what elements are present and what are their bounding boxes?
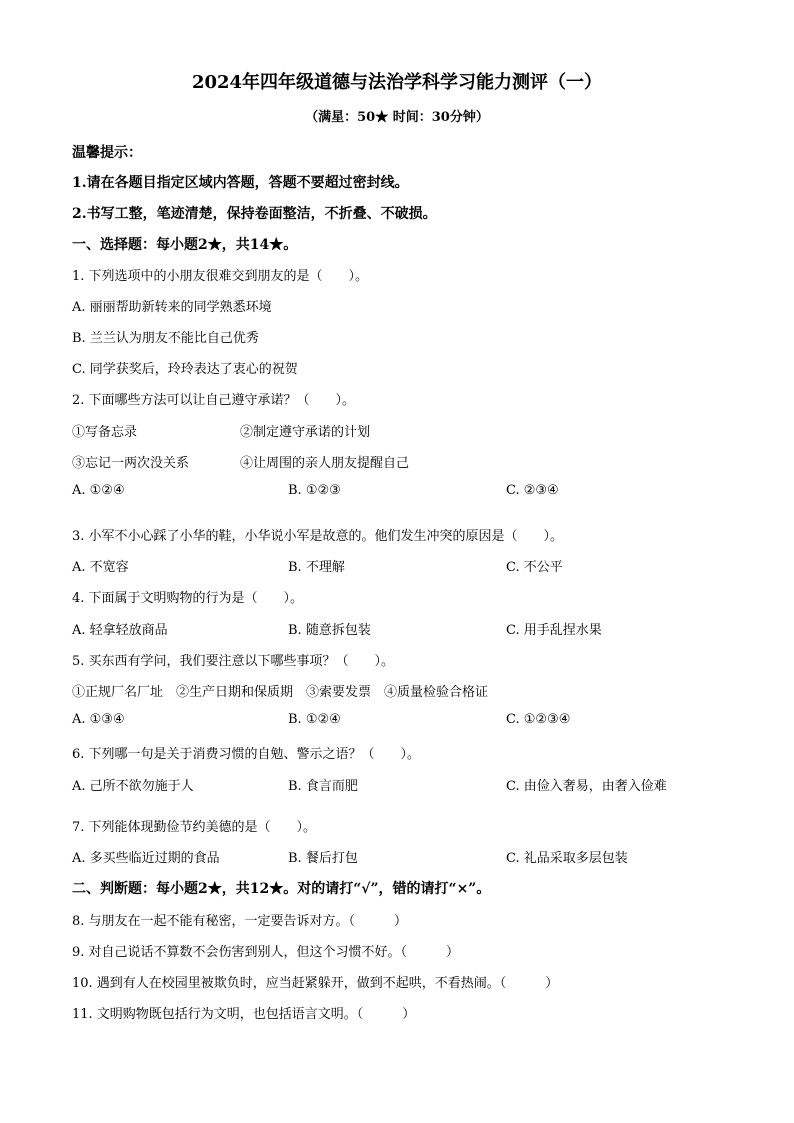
question-3-stem: 3. 小军不小心踩了小华的鞋，小华说小军是故意的。他们发生冲突的原因是（ ）。 (72, 529, 564, 544)
question-7-option-b: B. 餐后打包 (288, 851, 358, 866)
question-5-option-c: C. ①②③④ (506, 712, 571, 727)
question-3-option-b: B. 不理解 (288, 560, 345, 575)
question-7-option-c: C. 礼品采取多层包装 (506, 851, 628, 866)
question-8: 8. 与朋友在一起不能有秘密，一定要告诉对方。（ ） (72, 914, 408, 929)
question-9: 9. 对自己说话不算数不会伤害到别人，但这个习惯不好。（ ） (72, 945, 460, 960)
question-7-option-a: A. 多买些临近过期的食品 (72, 851, 220, 866)
question-5-items: ①正规厂名厂址 ②生产日期和保质期 ③索要发票 ④质量检验合格证 (72, 685, 489, 700)
question-3-option-a: A. 不宽容 (72, 560, 129, 575)
question-5-option-a: A. ①③④ (72, 712, 125, 727)
question-4-option-c: C. 用手乱捏水果 (506, 623, 602, 638)
question-3-option-c: C. 不公平 (506, 560, 563, 575)
question-6-stem: 6. 下列哪一句是关于消费习惯的自勉、警示之语？（ ）。 (72, 747, 421, 762)
question-2-stem: 2. 下面哪些方法可以让自己遵守承诺？（ ）。 (72, 393, 356, 408)
question-1-option-c: C. 同学获奖后，玲玲表达了衷心的祝贺 (72, 362, 298, 377)
tip-2: 2.书写工整，笔迹清楚，保持卷面整洁，不折叠、不破损。 (72, 206, 437, 222)
question-6-option-b: B. 食言而肥 (288, 779, 358, 794)
question-5-stem: 5. 买东西有学问，我们要注意以下哪些事项？（ ）。 (72, 654, 395, 669)
question-2-item-2: ②制定遵守承诺的计划 (240, 425, 371, 440)
question-2-option-b: B. ①②③ (288, 483, 341, 498)
question-2-item-3: ③忘记一两次没关系 (72, 456, 190, 471)
question-6-option-c: C. 由俭入奢易，由奢入俭难 (506, 779, 667, 794)
tip-1: 1.请在各题目指定区域内答题，答题不要超过密封线。 (72, 175, 409, 191)
page-subtitle: （满星：50★ 时间：30分钟） (305, 110, 489, 125)
question-4-stem: 4. 下面属于文明购物的行为是（ ）。 (72, 591, 304, 606)
question-1-stem: 1. 下列选项中的小朋友很难交到朋友的是（ ）。 (72, 269, 369, 284)
question-2-item-1: ①写备忘录 (72, 425, 138, 440)
tips-heading: 温馨提示： (72, 145, 142, 161)
question-1-option-a: A. 丽丽帮助新转来的同学熟悉环境 (72, 300, 272, 315)
question-7-stem: 7. 下列能体现勤俭节约美德的是（ ）。 (72, 820, 317, 835)
question-5-option-b: B. ①②④ (288, 712, 341, 727)
question-1-option-b: B. 兰兰认为朋友不能比自己优秀 (72, 331, 259, 346)
section-1-heading: 一、选择题：每小题2★，共14★。 (72, 237, 298, 253)
page-title: 2024年四年级道德与法治学科学习能力测评（一） (191, 72, 603, 93)
question-11: 11. 文明购物既包括行为文明，也包括语言文明。（ ） (72, 1007, 416, 1022)
question-6-option-a: A. 己所不欲勿施于人 (72, 779, 194, 794)
question-2-item-4: ④让周围的亲人朋友提醒自己 (240, 456, 410, 471)
question-2-option-a: A. ①②④ (72, 483, 125, 498)
section-2-heading: 二、判断题：每小题2★，共12★。对的请打“√”，错的请打“×”。 (72, 881, 491, 897)
question-4-option-b: B. 随意拆包装 (288, 623, 371, 638)
question-10: 10. 遇到有人在校园里被欺负时，应当赶紧躲开，做到不起哄，不看热闹。（ ） (72, 976, 559, 991)
question-4-option-a: A. 轻拿轻放商品 (72, 623, 168, 638)
question-2-option-c: C. ②③④ (506, 483, 559, 498)
